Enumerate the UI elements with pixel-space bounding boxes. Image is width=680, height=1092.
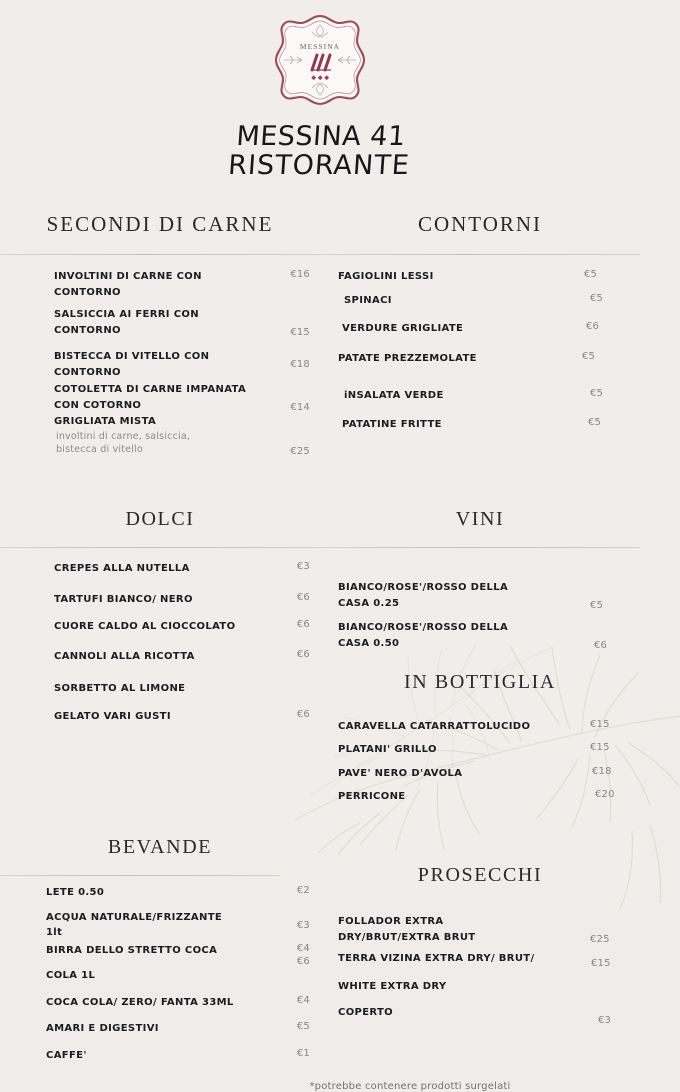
menu-item-price: €25 <box>290 446 310 458</box>
section-title-bevande: BEVANDE <box>107 835 213 858</box>
section-vini <box>320 491 640 805</box>
menu-item-price: €5 <box>590 600 604 612</box>
item-list-contorni <box>320 255 640 432</box>
item-list-dolci <box>0 548 320 724</box>
menu-item-name: BISTECCA DI VITELLO CON CONTORNO <box>54 351 210 378</box>
restaurant-name <box>0 122 642 180</box>
menu-item <box>338 1005 626 1026</box>
allergen-footnote: *potrebbe contenere prodotti surgelati <box>309 1081 511 1092</box>
restaurant-name-line1: MESSINA 41 <box>235 121 407 152</box>
menu-item <box>54 349 310 382</box>
menu-item <box>46 956 310 995</box>
menu-item-price: €2 <box>296 885 310 897</box>
menu-item-name: CUORE CALDO AL CIOCCOLATO <box>54 621 236 633</box>
section-dolci <box>0 491 320 805</box>
menu-item <box>338 766 626 790</box>
menu-item-name: GELATO VARI GUSTI <box>54 710 171 722</box>
menu-item-price: €6 <box>296 591 310 603</box>
menu-item-title: GRIGLIATA MISTA <box>54 416 157 428</box>
section-prosecchi <box>320 819 640 1063</box>
menu-item-price: €6 <box>296 648 310 660</box>
menu-item-price: €5 <box>588 416 602 428</box>
menu-item <box>338 293 626 322</box>
menu-item <box>338 789 626 805</box>
menu-item-price: €18 <box>592 765 612 777</box>
menu-item-price: €4 <box>296 942 310 954</box>
menu-item <box>54 592 310 620</box>
menu-item-name: CAFFE' <box>46 1049 87 1061</box>
menu-item-name: WHITE EXTRA DRY <box>338 981 447 993</box>
menu-item-price: €5 <box>582 350 596 362</box>
menu-item <box>338 417 626 433</box>
menu-item-name: PATATE PREZZEMOLATE <box>338 352 477 364</box>
menu-item-price: €15 <box>591 958 611 970</box>
menu-item-price: €3 <box>296 561 310 573</box>
menu-item-name: SALSICCIA AI FERRI CON CONTORNO <box>54 309 199 336</box>
menu-item-price: €5 <box>296 1021 310 1033</box>
menu-item-name: FOLLADOR EXTRA DRY/BRUT/EXTRA BRUT <box>338 916 476 943</box>
menu-item-name: ACQUA NATURALE/FRIZZANTE 1lt <box>46 911 223 939</box>
menu-item <box>338 742 626 766</box>
menu-item <box>54 709 310 725</box>
item-list-secondi <box>0 255 320 457</box>
brand-header <box>0 0 640 180</box>
menu-item-name: PLATANI' GRILLO <box>338 744 437 756</box>
menu-item <box>338 351 626 389</box>
menu-item <box>338 951 626 979</box>
menu-item <box>338 388 626 417</box>
menu-item-price: €6 <box>296 708 310 720</box>
menu-item-name: CANNOLI ALLA RICOTTA <box>54 650 195 662</box>
item-list-prosecchi <box>320 903 640 1026</box>
section-title-dolci: DOLCI <box>125 507 195 530</box>
section-secondi-di-carne <box>0 194 320 457</box>
menu-item <box>54 681 310 709</box>
menu-item-price: €4 <box>296 994 310 1006</box>
section-title-in-bottiglia: IN BOTTIGLIA <box>404 671 556 694</box>
section-title-prosecchi: PROSECCHI <box>417 863 543 886</box>
menu-item-name: LETE 0.50 <box>46 887 105 899</box>
section-title-contorni: CONTORNI <box>417 211 543 236</box>
menu-item-name: PATATINE FRITTE <box>342 418 442 430</box>
menu-item <box>54 382 310 414</box>
menu-item <box>54 619 310 649</box>
menu-item <box>46 885 310 910</box>
menu-item <box>338 321 626 351</box>
restaurant-logo <box>268 12 372 118</box>
menu-item <box>338 269 626 293</box>
menu-item <box>338 914 626 951</box>
menu-item <box>338 979 626 1005</box>
menu-item-description: involtini di carne, salsiccia, bistecca di vitello <box>56 430 191 456</box>
menu-item-name <box>54 414 190 457</box>
menu-item <box>338 580 626 620</box>
menu-item-name: CARAVELLA CATARRATTOLUCIDO <box>338 720 531 732</box>
menu-item-name: PERRICONE <box>338 791 406 803</box>
menu-item-price: €5 <box>584 269 598 281</box>
item-list-bevande <box>0 876 320 1063</box>
menu-item <box>54 307 310 349</box>
menu-item-price: €25 <box>590 934 610 946</box>
menu-item-name: TARTUFI BIANCO/ NERO <box>54 593 193 605</box>
menu-item-name: COPERTO <box>338 1006 394 1018</box>
item-list-vini <box>320 548 640 651</box>
menu-item-name: TERRA VIZINA EXTRA DRY/ BRUT/ <box>338 953 535 965</box>
menu-item-name: COCA COLA/ ZERO/ FANTA 33ML <box>46 996 234 1008</box>
menu-item-name: iNSALATA VERDE <box>344 390 444 402</box>
menu-item-name: FAGIOLINI LESSI <box>338 271 434 283</box>
menu-item-name: COTOLETTA DI CARNE IMPANATA CON COTORNO <box>54 384 247 411</box>
menu-item-price: €3 <box>598 1014 612 1026</box>
menu-item-price: €5 <box>590 292 604 304</box>
menu-item-name: BIRRA DELLO STRETTO COCA <box>46 944 218 956</box>
menu-item-name: BIANCO/ROSE'/ROSSO DELLA CASA 0.25 <box>338 582 509 609</box>
menu-item-price: €6 <box>296 956 310 968</box>
menu-item <box>46 1021 310 1048</box>
menu-item <box>46 910 310 943</box>
menu-item <box>338 719 626 743</box>
menu-item-name: AMARI E DIGESTIVI <box>46 1023 159 1035</box>
item-list-in-bottiglia <box>320 711 640 805</box>
menu-item <box>54 269 310 307</box>
menu-item <box>46 995 310 1022</box>
menu-item-price: €18 <box>290 359 310 371</box>
menu-row-bevande-prosecchi <box>0 819 640 1063</box>
menu-item-price: €14 <box>290 402 310 414</box>
menu-item <box>46 1048 310 1064</box>
menu-item-price: €15 <box>590 742 610 754</box>
menu-item-name: SORBETTO AL LIMONE <box>54 683 186 695</box>
section-in-bottiglia <box>320 671 640 805</box>
menu-item-price: €5 <box>590 388 604 400</box>
menu-item-name: PAVE' NERO D'AVOLA <box>338 767 463 779</box>
menu-item <box>54 414 310 457</box>
menu-item-price: €1 <box>296 1047 310 1059</box>
menu-item-price: €3 <box>296 919 310 931</box>
menu-item-name: INVOLTINI DI CARNE CON CONTORNO <box>54 271 202 298</box>
menu-item-name: CREPES ALLA NUTELLA <box>54 563 190 575</box>
menu-item-name: COLA 1L <box>46 970 96 982</box>
menu-row-primi <box>0 194 640 457</box>
menu-item-price: €15 <box>290 327 310 339</box>
menu-item-name: VERDURE GRIGLIATE <box>342 323 464 335</box>
menu-item-price: €6 <box>586 321 600 333</box>
menu-item-name: BIANCO/ROSE'/ROSSO DELLA CASA 0.50 <box>338 622 509 649</box>
menu-item <box>54 649 310 682</box>
restaurant-name-line2: RISTORANTE <box>227 150 411 182</box>
menu-item-price: €6 <box>296 619 310 631</box>
section-title-secondi-di-carne: SECONDI DI CARNE <box>46 211 274 236</box>
menu-item-name: SPINACI <box>344 294 392 306</box>
menu-item-price: €16 <box>290 269 310 281</box>
logo-top-text: MESSINA <box>299 42 341 51</box>
menu-row-dolci-vini <box>0 491 640 805</box>
menu-item <box>338 620 626 651</box>
section-bevande <box>0 819 320 1063</box>
menu-item-price: €15 <box>590 718 610 730</box>
section-contorni <box>320 194 640 457</box>
menu-item <box>54 561 310 592</box>
section-title-vini: VINI <box>455 507 505 530</box>
menu-item-price: €6 <box>594 640 608 652</box>
menu-item-price: €20 <box>595 789 615 801</box>
